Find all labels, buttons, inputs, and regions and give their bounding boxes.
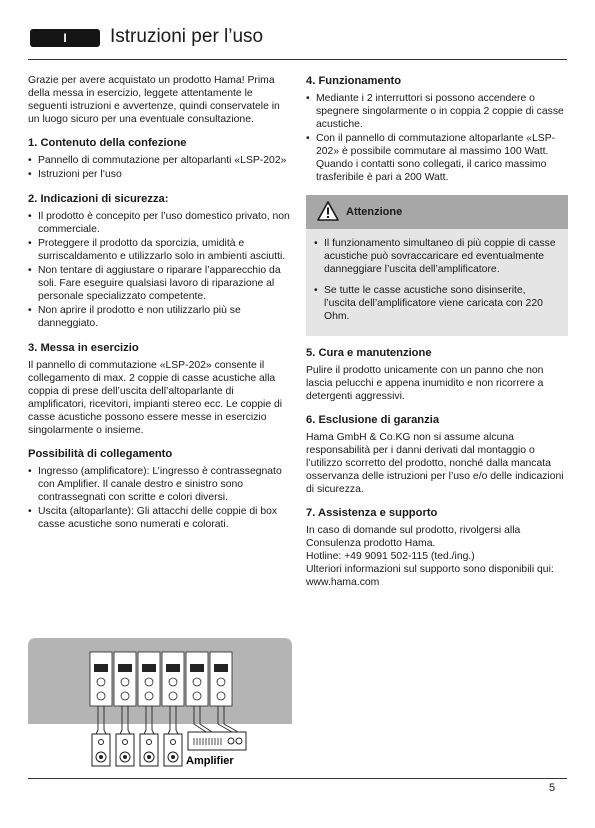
section-title: 2. Indicazioni di sicurezza:: [28, 193, 169, 205]
language-badge: I: [30, 29, 100, 47]
speaker-icon: [164, 734, 182, 766]
section-text: Hama GmbH & Co.KG non si assume alcuna responsabilità per i danni derivati dal montaggio o l’utilizzo scorretto del prodotto, nonché dalla mancata osservanza delle istruzioni per l’uso e/o delle indicazioni di sicurezza.: [306, 432, 564, 495]
speaker-icon: [116, 734, 134, 766]
section-title: 5. Cura e manutenzione: [306, 347, 432, 359]
list-item: • Mediante i 2 interruttori si possono accendere o spegnere singolarmente o in coppia 2 coppie di casse acustiche.: [306, 92, 568, 131]
warning-icon: [317, 201, 339, 221]
left-column: [28, 74, 290, 542]
list-item: • Istruzioni per l’uso: [28, 168, 290, 181]
hotline-text: Hotline: +49 9091 502-115 (ted./ing.): [306, 551, 475, 562]
bullet-list: [28, 154, 290, 181]
connection-diagram: [28, 638, 292, 770]
section-title: 1. Contenuto della confezione: [28, 137, 187, 149]
section-text: In caso di domande sul prodotto, rivolgersi alla Consulenza prodotto Hama.: [306, 525, 521, 549]
amplifier-icon: [188, 732, 246, 750]
list-item: • Se tutte le casse acustiche sono disinserite, l’uscita dell’amplificatore viene caricata con 220 Ohm.: [314, 284, 558, 323]
section-title: 7. Assistenza e supporto: [306, 507, 438, 519]
section-text: Pulire il prodotto unicamente con un panno che non lascia pelucchi e appena inumidito e non ricorrere a detergenti aggressivi.: [306, 365, 544, 402]
speaker-icon: [92, 734, 110, 766]
bullet-list: [306, 92, 568, 184]
warning-box: [306, 195, 568, 336]
page-title: Istruzioni per l’uso: [110, 26, 264, 47]
page-number: 5: [549, 782, 556, 794]
list-item: • Proteggere il prodotto da sporcizia, umidità e surriscaldamento e utilizzarlo solo in ambienti asciutti.: [28, 237, 290, 263]
speaker-icon: [140, 734, 158, 766]
warning-body: [306, 229, 568, 336]
list-item: • Il prodotto è concepito per l’uso domestico privato, non commerciale.: [28, 210, 290, 236]
list-item: • Il funzionamento simultaneo di più coppie di casse acustiche può sovraccaricare ed eventualmente danneggiare l’uscita dell’amplificatore.: [314, 237, 558, 276]
list-item: • Pannello di commutazione per altoparlanti «LSP-202»: [28, 154, 290, 167]
section-title: Possibilità di collegamento: [28, 448, 173, 460]
section-title: 3. Messa in esercizio: [28, 342, 139, 354]
warning-header: [306, 195, 568, 229]
header-divider: [28, 59, 567, 60]
section-title: 4. Funzionamento: [306, 75, 402, 87]
list-item: • Con il pannello di commutazione altoparlante «LSP-202» è possibile commutare al massimo 100 Watt. Quando i contatti sono collegati, il carico massimo trasferibile è pari a 200 Watt.: [306, 132, 568, 184]
intro-text: Grazie per avere acquistato un prodotto Hama! Prima della messa in esercizio, leggete attentamente le seguenti istruzioni e avvertenze, quindi conservatele in un luogo sicuro per una eventuale consultazione.: [28, 75, 280, 125]
right-column: [306, 74, 568, 589]
section-title: 6. Esclusione di garanzia: [306, 414, 440, 426]
page-header: [28, 26, 567, 54]
footer-divider: [28, 778, 567, 779]
list-item: • Uscita (altoparlante): Gli attacchi delle coppie di box casse acustiche sono numerati e colorati.: [28, 505, 290, 531]
list-item: • Non tentare di aggiustare o riparare l’apparecchio da soli. Fare eseguire qualsiasi lavoro di riparazione al personale specializzato competente.: [28, 264, 290, 303]
amplifier-label: Amplifier: [186, 755, 234, 767]
warning-title: Attenzione: [346, 206, 403, 218]
bullet-list: [314, 237, 558, 323]
list-item: • Ingresso (amplificatore): L’ingresso è contrassegnato con Amplifier. Il canale destro e sinistro sono contrassegnati con scritte e colori diversi.: [28, 465, 290, 504]
section-text: Il pannello di commutazione «LSP-202» consente il collegamento di max. 2 coppie di casse acustiche alla coppia di prese dell’uscita dell’altoparlante di amplificatori, ricevitori, impianti stereo ecc. Le coppie di casse acustiche possono essere messe in esercizio singolarmente o insieme.: [28, 360, 283, 436]
bullet-list: [28, 210, 290, 330]
support-text: Ulteriori informazioni sul supporto sono disponibili qui: www.hama.com: [306, 564, 554, 588]
bullet-list: [28, 465, 290, 531]
list-item: • Non aprire il prodotto e non utilizzarlo più se danneggiato.: [28, 304, 290, 330]
